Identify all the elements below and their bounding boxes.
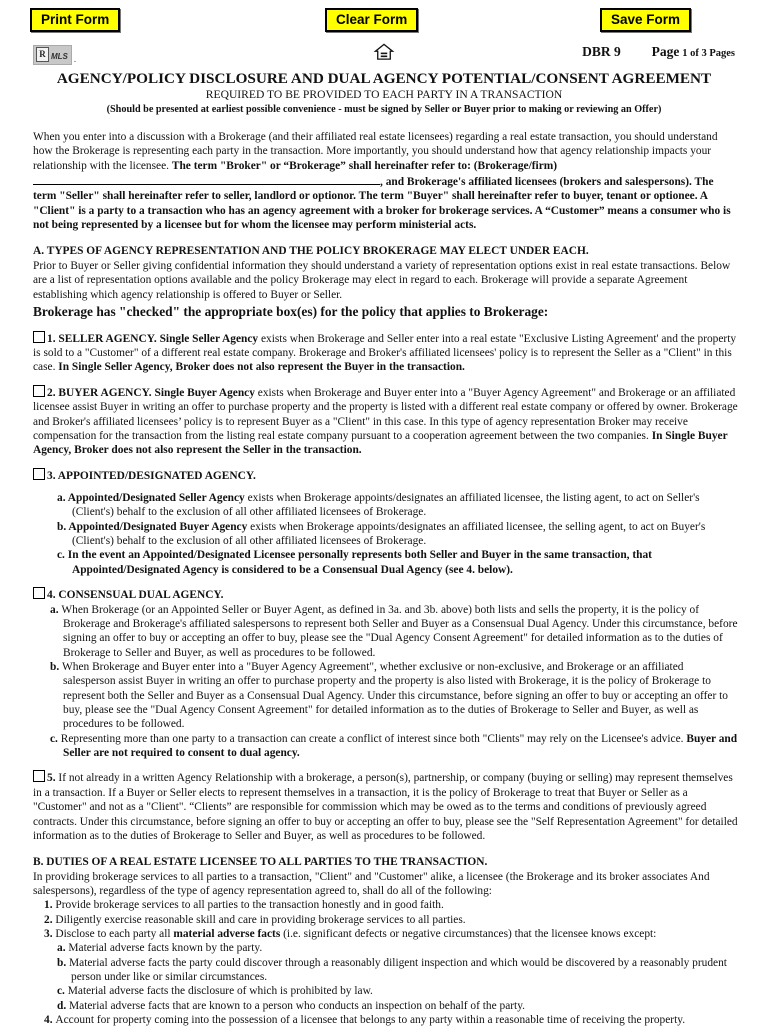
item-3b-text: exists when Brokerage appoints/designates an affiliated licensee, the selling agent, to act on Buyer's (Client's) behalf to the exclusion of all other affiliated licensees of Brokerage. xyxy=(72,520,706,548)
form-title: AGENCY/POLICY DISCLOSURE AND DUAL AGENCY POTENTIAL/CONSENT AGREEMENT xyxy=(56,70,712,87)
checkbox-consensual-dual-agency[interactable] xyxy=(33,587,45,599)
form-toolbar xyxy=(0,0,768,40)
duty-3d-text: Material adverse facts that are known to a person who conducts an inspection on behalf of the party. xyxy=(69,999,526,1012)
item-4c-text: Representing more than one party to a transaction can create a conflict of interest since both "Clients" may rely on the Licensee's advice. xyxy=(60,732,687,745)
item-4c-bold-tail: Buyer and Seller are not required to consent to dual agency. xyxy=(63,732,738,760)
item-3-label: 3. APPOINTED/DESIGNATED AGENCY. xyxy=(47,469,256,482)
intro-paragraph xyxy=(33,130,738,233)
item-2-body: exists when Brokerage and Buyer enter into a "Buyer Agency Agreement" and Brokerage or an affiliated licensee assist Buyer in writing an offer to purchase property and the property is listed with a different real estate company or offered by owner. Brokerage and Broker's affiliated licensees’ policy is to represent Buyer as a "Client" in this case. In this type of agency representation Broker may receive compensation for the transaction from the listing real estate company pursuant to a cooperation agreement between the two companies. xyxy=(33,386,738,442)
duty-4-number: 4. xyxy=(44,1014,56,1027)
checkbox-appointed-designated-agency[interactable] xyxy=(33,468,45,480)
item-4-label: 4. CONSENSUAL DUAL AGENCY. xyxy=(47,589,224,602)
duty-4-text: Account for property coming into the possession of a licensee that belongs to any party within a reasonable time of receiving the property. xyxy=(55,1014,686,1027)
item-4a-text: When Brokerage (or an Appointed Seller or Buyer Agent, as defined in 3a. and 3b. above) both lists and sells the property, it is the policy of Brokerage and Brokerage's affiliated salespersons to represent both Seller and Buyer as a Consensual Dual Agency. Under this circumstance, before signing an offer to buy or accepting an offer to buy, please see the "Dual Agency Consent Agreement" for detailed information as to the duties of Brokerage to Seller and Buyer, as well as procedures to be followed. xyxy=(61,603,738,659)
duty-3 xyxy=(33,927,738,941)
item-3b-label: b. xyxy=(57,520,69,533)
document-header-row xyxy=(33,43,735,69)
duty-3-text-post: (i.e. significant defects or negative circumstances) that the licensee knows except: xyxy=(280,928,657,941)
realtor-mls-logo xyxy=(33,45,76,65)
duty-3b xyxy=(33,956,738,985)
equal-housing-icon xyxy=(375,43,394,65)
brokerage-firm-field[interactable] xyxy=(33,173,380,185)
item-4c xyxy=(33,732,738,761)
item-4b-label: b. xyxy=(50,660,63,673)
clear-form-button[interactable]: Clear Form xyxy=(325,8,418,32)
duty-1-number: 1. xyxy=(44,899,56,912)
print-form-button[interactable]: Print Form xyxy=(30,8,120,32)
item-4c-label: c. xyxy=(50,732,61,745)
duty-3c xyxy=(33,984,738,998)
term-definitions-text: The term "Seller" shall hereinafter refer to seller, landlord or optionor. The term "Buyer" shall hereinafter refer to buyer, tenant or optionee. A "Client" is a party to a transaction who has an agency agreement with a broker for brokerage services. A “Customer” means a consumer who is not being represented by a licensee but for whom the licensee may perform ministerial acts. xyxy=(33,175,731,232)
item-3c-text: In the event an Appointed/Designated Licensee personally represents both Seller and Buyer in the same transaction, that Appointed/Designated Agency is considered to be a Consensual Dual Agency (see 4. below). xyxy=(67,549,652,576)
item-3a xyxy=(33,491,738,520)
item-1-label: 1. SELLER AGENCY. xyxy=(47,332,160,345)
item-2-term: Single Buyer Agency xyxy=(154,386,255,399)
item-1-body: exists when Brokerage and Seller enter into a real estate "Exclusive Listing Agreement' and the property is sold to a "Customer" of a different real estate company. Brokerage and Broker's affiliated licensees' policy is to represent the Seller as a "Client" in this case. xyxy=(33,332,737,374)
duty-4 xyxy=(33,1013,738,1027)
duty-3-number: 3. xyxy=(44,928,56,941)
duty-3-text-pre: Disclose to each party all xyxy=(55,928,174,941)
item-2-label: 2. BUYER AGENCY. xyxy=(47,386,155,399)
duty-2 xyxy=(33,913,738,927)
item-4b xyxy=(33,660,738,732)
logo-period: . xyxy=(73,53,77,64)
duty-3b-letter: b. xyxy=(57,956,70,969)
item-5-label: 5. xyxy=(47,772,56,785)
form-subtitle: REQUIRED TO BE PROVIDED TO EACH PARTY IN A TRANSACTION xyxy=(205,88,563,102)
realtor-r-icon: R xyxy=(36,47,49,62)
duty-3c-letter: c. xyxy=(57,985,68,998)
section-b-heading: B. DUTIES OF A REAL ESTATE LICENSEE TO ALL PARTIES TO THE TRANSACTION. xyxy=(33,856,488,869)
item-2-bold-tail: In Single Buyer Agency, Broker does not also represent the Seller in the transaction. xyxy=(33,429,728,457)
duty-1-text: Provide brokerage services to all parties to the transaction honestly and in good faith. xyxy=(55,899,444,912)
mls-logo-text: MLS xyxy=(51,51,68,61)
duty-3-bold-term: material adverse facts xyxy=(173,928,281,941)
item-3-appointed-agency-heading xyxy=(33,468,738,483)
mls-logo-box xyxy=(33,45,72,65)
duty-3d xyxy=(33,999,738,1013)
item-4a-label: a. xyxy=(50,603,62,616)
item-1-seller-agency xyxy=(33,331,738,375)
form-presentation-note: (Should be presented at earliest possible convenience - must be signed by Seller or Buyer prior to making or reviewing an Offer) xyxy=(106,104,662,116)
page-word: Page xyxy=(651,44,680,59)
item-3b-term: Appointed/Designated Buyer Agency xyxy=(68,520,248,533)
checkbox-seller-agency[interactable] xyxy=(33,331,45,343)
form-code: DBR 9 xyxy=(582,44,621,59)
item-1-bold-tail: In Single Seller Agency, Broker does not also represent the Buyer in the transaction. xyxy=(58,361,465,374)
checkbox-buyer-agency[interactable] xyxy=(33,385,45,397)
duty-3a-text: Material adverse facts known by the party. xyxy=(68,942,263,955)
duty-3b-text: Material adverse facts the party could discover through a reasonably diligent inspection and which would be discovered by a reasonably prudent person under like or similar circumstances. xyxy=(69,956,727,984)
page-number-info: 1 of 3 Pages xyxy=(682,48,735,59)
form-body xyxy=(33,130,738,1028)
item-4-consensual-dual-agency-heading xyxy=(33,587,738,602)
checked-boxes-instruction: Brokerage has "checked" the appropriate box(es) for the policy that applies to Brokerage: xyxy=(33,303,549,319)
form-code-block xyxy=(582,43,735,60)
item-5-body: If not already in a written Agency Relationship with a brokerage, a person(s), partnership, or company (buying or selling) may represent themselves in a transaction. If a Buyer or Seller elects to represent themselves in a transaction, it is the policy of Brokerage to treat that Buyer or Seller as a "Customer" and not as a "Client". “Clients” are responsible for commission which may be owed as to the terms and conditions of previously agreed contracts. Under this circumstance, before signing an offer to buy or accepting an offer to buy, please see the "Self Representation Agreement" for detailed information as to the duties of Brokerage to Seller and Buyer, as well as procedures to be followed. xyxy=(33,772,738,842)
item-3a-term: Appointed/Designated Seller Agency xyxy=(67,491,245,504)
section-b-intro: In providing brokerage services to all parties to a transaction, "Client" and "Customer" alike, a licensee (the Brokerage and its broker associates And salespersons), regardless of the type of agency representation agreed to, shall do all of the following: xyxy=(33,870,710,897)
intro-text: When you enter into a discussion with a Brokerage (and their affiliated real estate licensees) regarding a real estate transaction, you should understand how the Brokerage is representing each party in the transaction. More importantly, you should understand how that agency relationship impacts your relationship with the licensee. xyxy=(33,130,718,172)
item-2-buyer-agency xyxy=(33,385,738,458)
item-5-self-representation xyxy=(33,770,738,843)
duty-3c-text: Material adverse facts the disclosure of which is prohibited by law. xyxy=(67,985,373,998)
affiliated-licensees-text: , and Brokerage's affiliated licensees (brokers and salespersons). xyxy=(380,175,692,188)
duty-2-number: 2. xyxy=(44,913,56,926)
save-form-button[interactable]: Save Form xyxy=(600,8,691,32)
duty-3a-letter: a. xyxy=(57,942,69,955)
item-3a-text: exists when Brokerage appoints/designates an affiliated licensee, the listing agent, to act on Seller's (Client's) behalf to the exclusion of all other affiliated licensees of Brokerage. xyxy=(72,491,700,519)
section-a-intro: Prior to Buyer or Seller giving confidential information they should understand a variety of representation options exist in real estate transactions. Below are a list of representation options available and the policy Brokerage may elect in regard to each. Brokerage will provide a separate Agreement establishing which agency relationship is offered to Buyer or Seller. xyxy=(33,259,731,301)
duty-3d-letter: d. xyxy=(57,999,70,1012)
item-4b-text: When Brokerage and Buyer enter into a "Buyer Agency Agreement", whether exclusive or non-exclusive, and Brokerage or an affiliated salesperson assist Buyer in writing an offer to purchase property and the property is also listed with Brokerage, it is the policy of Brokerage to represent both the Seller and Buyer as a Consensual Dual Agency. Under this circumstance, before signing an offer to buy or accepting an offer to buy, please see the "Dual Agency Consent Agreement" for detailed information as to the duties of Brokerage to Seller and Buyer, as well as procedures to be followed. xyxy=(62,660,728,731)
duty-1 xyxy=(33,898,738,912)
duty-3a xyxy=(33,941,738,955)
checkbox-self-representation[interactable] xyxy=(33,770,45,782)
item-1-term: Single Seller Agency xyxy=(159,332,259,345)
broker-term-definition: The term "Broker" or “Brokerage” shall hereinafter refer to: (Brokerage/firm) xyxy=(171,159,558,172)
item-3c xyxy=(33,548,738,577)
item-3c-label: c. xyxy=(57,549,68,562)
item-3a-label: a. xyxy=(57,491,68,504)
section-a-heading: A. TYPES OF AGENCY REPRESENTATION AND THE POLICY BROKERAGE MAY ELECT UNDER EACH. xyxy=(33,245,589,258)
duty-2-text: Diligently exercise reasonable skill and care in providing brokerage services to all parties. xyxy=(55,913,466,926)
item-3b xyxy=(33,520,738,549)
item-4a xyxy=(33,603,738,660)
